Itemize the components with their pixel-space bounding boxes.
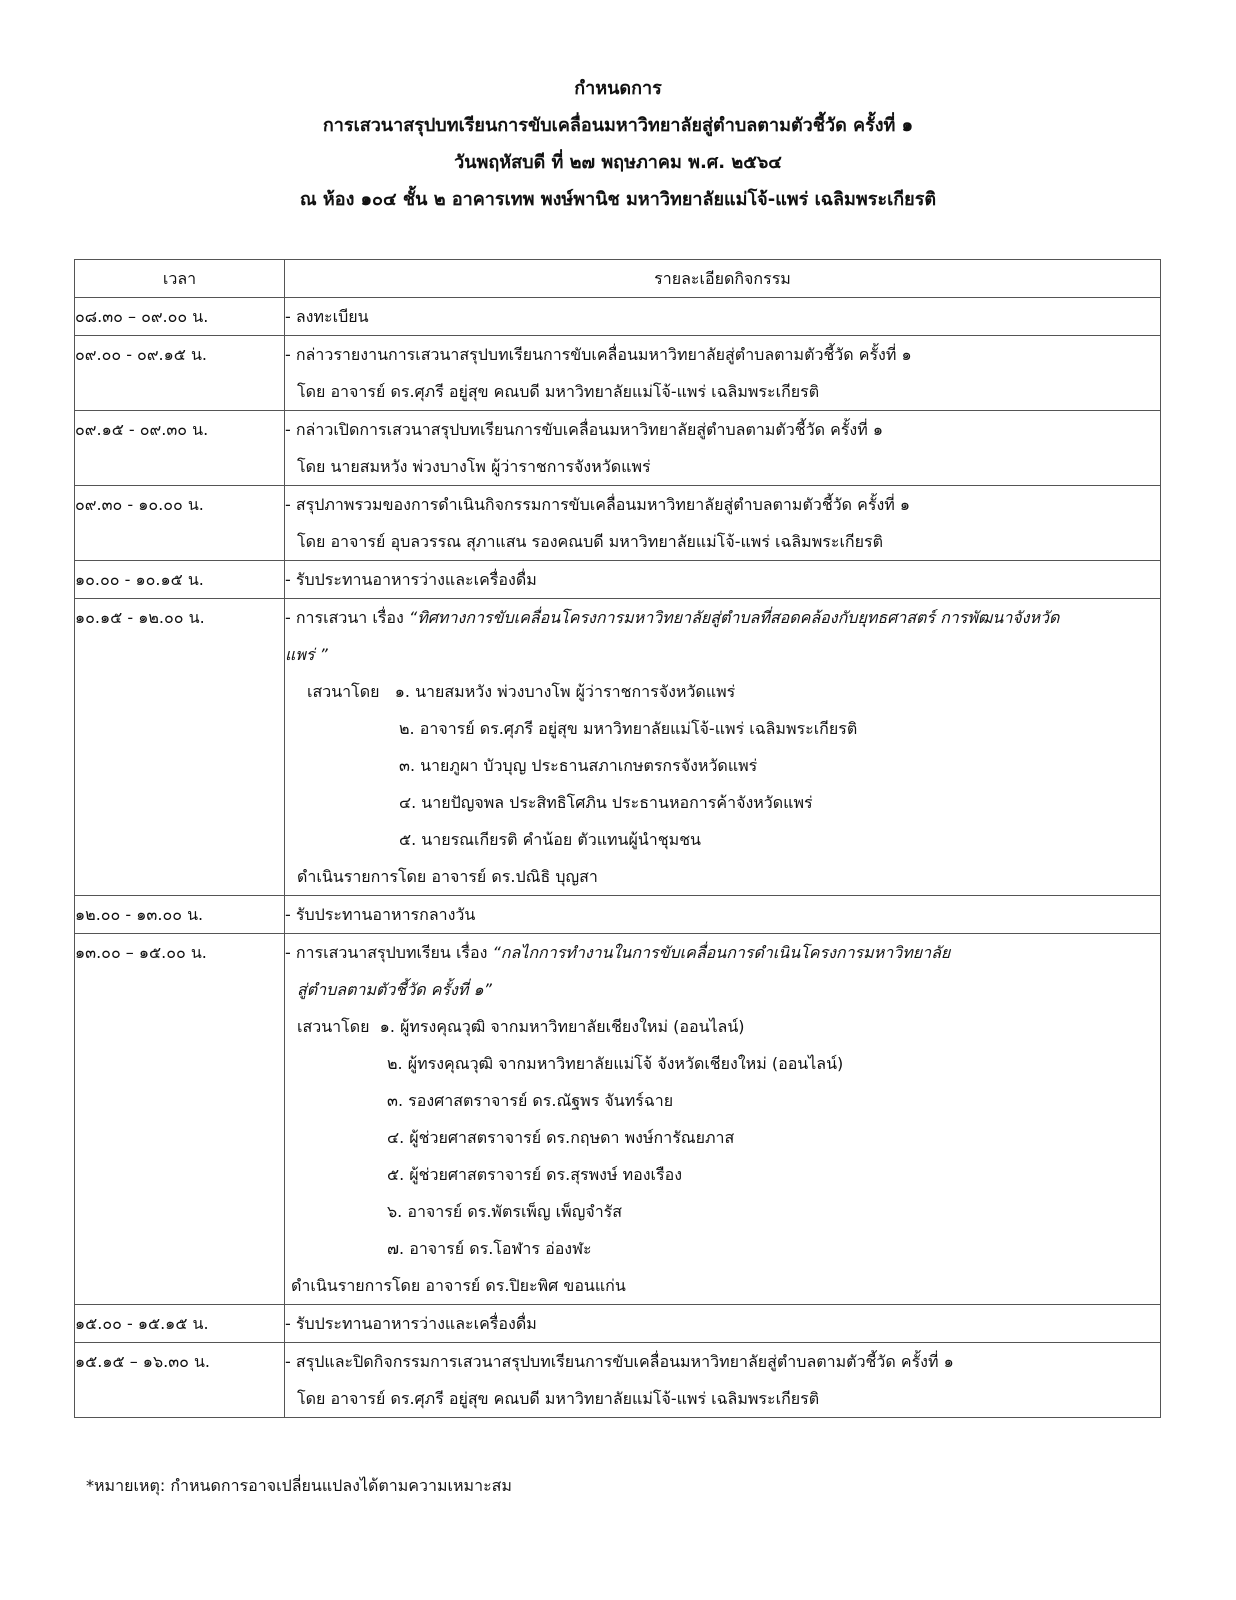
- document-header: [0, 70, 1236, 218]
- title: กำหนดการ: [574, 78, 662, 99]
- speaker-item: ๖. อาจารย์ ดร.พัตรเพ็ญ เพ็ญจำรัส: [387, 1202, 623, 1221]
- table-row: [75, 599, 1161, 896]
- topic-title-cont: แพร่ ”: [285, 645, 328, 664]
- topic-prefix: - การเสวนาสรุปบทเรียน เรื่อง: [285, 943, 493, 962]
- detail-line: โดย นายสมหวัง พ่วงบางโพ ผู้ว่าราชการจังหวัดแพร่: [297, 457, 651, 476]
- row-time: ๑๓.๐๐ – ๑๕.๐๐ น.: [75, 934, 285, 1305]
- row-time: ๑๐.๑๕ - ๑๒.๐๐ น.: [75, 599, 285, 896]
- row-time: ๑๐.๐๐ - ๑๐.๑๕ น.: [75, 561, 285, 599]
- col-header-time: เวลา: [75, 260, 285, 298]
- speaker-line: [285, 1008, 1160, 1045]
- table-row: [75, 411, 1161, 486]
- topic-title: “กลไกการทำงานในการขับเคลื่อนการดำเนินโครงการมหาวิทยาลัย: [492, 943, 951, 962]
- speaker-item: ๔. ผู้ช่วยศาสตราจารย์ ดร.กฤษดา พงษ์การัณยภาส: [387, 1128, 735, 1147]
- table-row: [75, 336, 1161, 411]
- speakers-label: เสวนาโดย: [297, 1017, 370, 1036]
- speaker-item: ๕. นายรณเกียรติ คำน้อย ตัวแทนผู้นำชุมชน: [399, 830, 701, 849]
- detail-line: - กล่าวรายงานการเสวนาสรุปบทเรียนการขับเคลื่อนมหาวิทยาลัยสู่ตำบลตามตัวชี้วัด ครั้งที่ ๑: [285, 345, 912, 364]
- detail-line: โดย อาจารย์ อุบลวรรณ สุภาแสน รองคณบดี มหาวิทยาลัยแม่โจ้-แพร่ เฉลิมพระเกียรติ: [297, 532, 883, 551]
- detail-line: - รับประทานอาหารว่างและเครื่องดื่ม: [285, 570, 537, 589]
- speaker-item: ๔. นายปัญจพล ประสิทธิโศภิน ประธานหอการค้าจังหวัดแพร่: [399, 793, 813, 812]
- footnote: *หมายเหตุ: กำหนดการอาจเปลี่ยนแปลงได้ตามความเหมาะสม: [86, 1476, 512, 1495]
- topic-title-cont: สู่ตำบลตามตัวชี้วัด ครั้งที่ ๑”: [297, 980, 492, 999]
- row-detail: [285, 1343, 1161, 1418]
- moderator: ดำเนินรายการโดย อาจารย์ ดร.ปณิธิ บุญสา: [297, 867, 598, 886]
- table-row: [75, 1305, 1161, 1343]
- topic-title: “ทิศทางการขับเคลื่อนโครงการมหาวิทยาลัยสู่ตำบลที่สอดคล้องกับยุทธศาสตร์ การพัฒนาจังหวัด: [408, 608, 1060, 627]
- detail-line: [285, 599, 1160, 636]
- speaker-item: ๑. นายสมหวัง พ่วงบางโพ ผู้ว่าราชการจังหวัดแพร่: [394, 682, 736, 701]
- table-row: [75, 486, 1161, 561]
- moderator: ดำเนินรายการโดย อาจารย์ ดร.ปิยะพิศ ขอนแก่น: [291, 1276, 626, 1295]
- row-time: ๐๙.๐๐ - ๐๙.๑๕ น.: [75, 336, 285, 411]
- detail-line: - กล่าวเปิดการเสวนาสรุปบทเรียนการขับเคลื่อนมหาวิทยาลัยสู่ตำบลตามตัวชี้วัด ครั้งที่ ๑: [285, 420, 883, 439]
- row-detail: [285, 896, 1161, 934]
- speaker-item: ๓. นายภูผา บัวบุญ ประธานสภาเกษตรกรจังหวัดแพร่: [399, 756, 758, 775]
- row-detail: [285, 599, 1161, 896]
- speaker-line: [285, 673, 1160, 710]
- detail-line: - สรุปและปิดกิจกรรมการเสวนาสรุปบทเรียนการขับเคลื่อนมหาวิทยาลัยสู่ตำบลตามตัวชี้วัด ครั้งที่ ๑: [285, 1352, 954, 1371]
- table-row: [75, 1343, 1161, 1418]
- detail-line: [285, 934, 1160, 971]
- event-name: การเสวนาสรุปบทเรียนการขับเคลื่อนมหาวิทยาลัยสู่ตำบลตามตัวชี้วัด ครั้งที่ ๑: [322, 115, 914, 136]
- row-time: ๑๒.๐๐ - ๑๓.๐๐ น.: [75, 896, 285, 934]
- detail-line: โดย อาจารย์ ดร.ศุภรี อยู่สุข คณบดี มหาวิทยาลัยแม่โจ้-แพร่ เฉลิมพระเกียรติ: [297, 382, 820, 401]
- table-row: [75, 298, 1161, 336]
- table-row: [75, 896, 1161, 934]
- schedule-table: [74, 259, 1161, 1418]
- speakers-label: เสวนาโดย: [307, 682, 380, 701]
- detail-line: โดย อาจารย์ ดร.ศุภรี อยู่สุข คณบดี มหาวิทยาลัยแม่โจ้-แพร่ เฉลิมพระเกียรติ: [297, 1389, 820, 1408]
- row-detail: [285, 561, 1161, 599]
- topic-prefix: - การเสวนา เรื่อง: [285, 608, 409, 627]
- row-detail: [285, 298, 1161, 336]
- speaker-item: ๓. รองศาสตราจารย์ ดร.ณัฐพร จันทร์ฉาย: [387, 1091, 674, 1110]
- row-detail: [285, 336, 1161, 411]
- row-time: ๐๘.๓๐ – ๐๙.๐๐ น.: [75, 298, 285, 336]
- detail-line: - ลงทะเบียน: [285, 307, 369, 326]
- row-time: ๐๙.๑๕ - ๐๙.๓๐ น.: [75, 411, 285, 486]
- detail-line: - รับประทานอาหารกลางวัน: [285, 905, 476, 924]
- detail-line: - รับประทานอาหารว่างและเครื่องดื่ม: [285, 1314, 537, 1333]
- speaker-item: ๕. ผู้ช่วยศาสตราจารย์ ดร.สุรพงษ์ ทองเรือง: [387, 1165, 683, 1184]
- table-row: [75, 934, 1161, 1305]
- speaker-item: ๒. ผู้ทรงคุณวุฒิ จากมหาวิทยาลัยแม่โจ้ จังหวัดเชียงใหม่ (ออนไลน์): [387, 1054, 844, 1073]
- table-header-row: [75, 260, 1161, 298]
- row-time: ๑๕.๑๕ – ๑๖.๓๐ น.: [75, 1343, 285, 1418]
- row-detail: [285, 934, 1161, 1305]
- row-time: ๐๙.๓๐ - ๑๐.๐๐ น.: [75, 486, 285, 561]
- row-detail: [285, 411, 1161, 486]
- speaker-item: ๒. อาจารย์ ดร.ศุภรี อยู่สุข มหาวิทยาลัยแม่โจ้-แพร่ เฉลิมพระเกียรติ: [399, 719, 858, 738]
- speaker-item: ๑. ผู้ทรงคุณวุฒิ จากมหาวิทยาลัยเชียงใหม่ (ออนไลน์): [379, 1017, 745, 1036]
- event-date: วันพฤหัสบดี ที่ ๒๗ พฤษภาคม พ.ศ. ๒๕๖๔: [454, 152, 782, 173]
- detail-line: - สรุปภาพรวมของการดำเนินกิจกรรมการขับเคลื่อนมหาวิทยาลัยสู่ตำบลตามตัวชี้วัด ครั้งที่ ๑: [285, 495, 911, 514]
- col-header-detail: รายละเอียดกิจกรรม: [285, 260, 1161, 298]
- row-time: ๑๕.๐๐ - ๑๕.๑๕ น.: [75, 1305, 285, 1343]
- event-venue: ณ ห้อง ๑๐๔ ชั้น ๒ อาคารเทพ พงษ์พานิช มหาวิทยาลัยแม่โจ้-แพร่ เฉลิมพระเกียรติ: [299, 189, 937, 210]
- row-detail: [285, 1305, 1161, 1343]
- row-detail: [285, 486, 1161, 561]
- speaker-item: ๗. อาจารย์ ดร.โอฬาร อ่องฬะ: [387, 1239, 592, 1258]
- table-row: [75, 561, 1161, 599]
